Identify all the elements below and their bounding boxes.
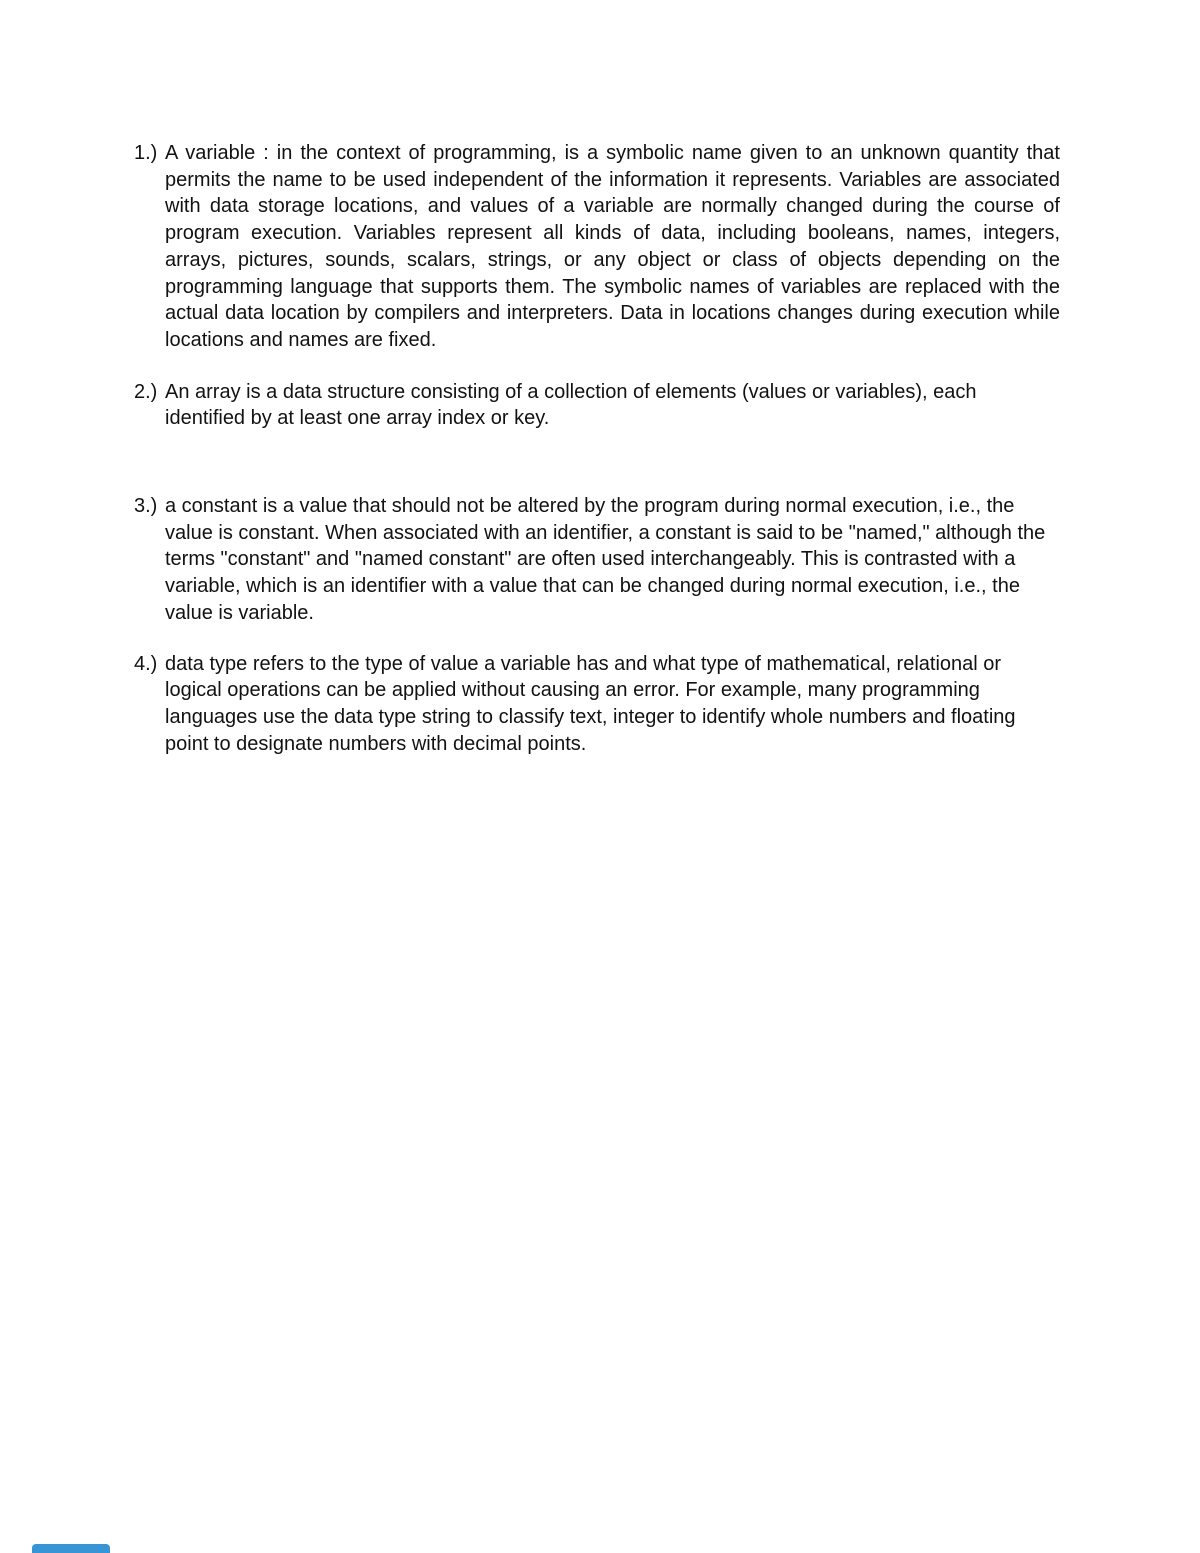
numbered-list: [134, 140, 1060, 757]
list-item-number: 1.): [134, 142, 158, 164]
list-item-text: An array is a data structure consisting of a collection of elements (values or variables), each identified by at least one array index or key.: [165, 380, 977, 430]
list-item-array: [134, 379, 1060, 432]
list-item-number: 3.): [134, 495, 158, 518]
cropped-logo-bar: [32, 1544, 110, 1553]
list-item-number: 4.): [134, 652, 158, 675]
list-item-variable: [134, 140, 1060, 354]
list-item-data-type: [134, 651, 1060, 758]
list-item-text: A variable : in the context of programming, is a symbolic name given to an unknown quantity that permits the name to be used independent of the information it represents. Variables are associated with data storage locations, and values of a variable are normally changed during the course of program execution. Variables represent all kinds of data, including booleans, names, integers, arrays, pictures, sounds, scalars, strings, or any object or class of objects depending on the programming language that supports them. The symbolic names of variables are replaced with the actual data location by compilers and interpreters. Data in locations changes during execution while locations and names are fixed.: [165, 142, 1060, 351]
list-item-text: a constant is a value that should not be altered by the program during normal execution, i.e., the value is constant. When associated with an identifier, a constant is said to be "named," although the terms "constant" and "named constant" are often used interchangeably. This is contrasted with a variable, which is an identifier with a value that can be changed during normal execution, i.e., the value is variable.: [165, 495, 1046, 624]
list-item-constant: [134, 493, 1060, 627]
list-item-number: 2.): [134, 380, 158, 403]
list-item-text: data type refers to the type of value a variable has and what type of mathematical, relational or logical operations can be applied without causing an error. For example, many programming languages use the data type string to classify text, integer to identify whole numbers and floating point to designate numbers with decimal points.: [165, 652, 1016, 755]
